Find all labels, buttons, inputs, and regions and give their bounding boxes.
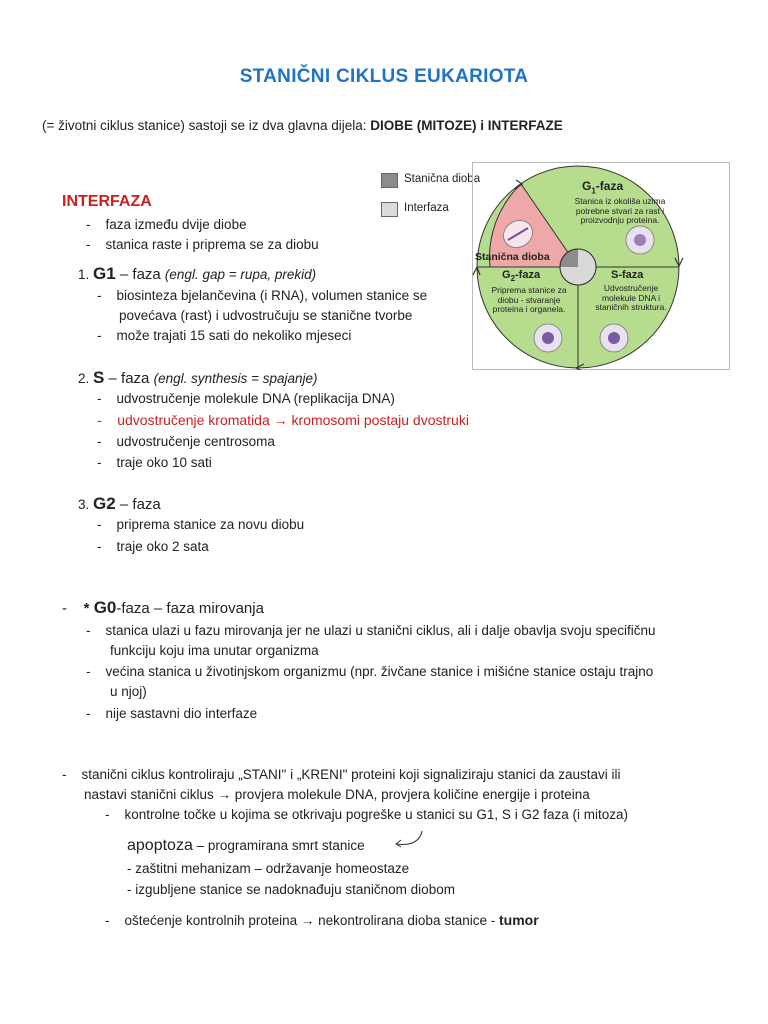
intro-text: (= životni ciklus stanice) sastoji se iz dva glavna dijela:	[42, 118, 371, 133]
list-item-cont: povećava (rast) i udvostručuju se stanične tvorbe	[119, 308, 413, 323]
curved-arrow-icon	[392, 828, 426, 850]
apoptoza-line: apoptoza – programirana smrt stanice	[127, 837, 365, 854]
g0-heading: - * G0-faza – faza mirovanja	[62, 598, 264, 617]
list-item: - udvostručenje molekule DNA (replikacija DNA)	[97, 391, 395, 406]
list-item: - oštećenje kontrolnih proteina → nekontrolirana dioba stanice - tumor	[105, 912, 539, 928]
control-line: - stanični ciklus kontroliraju „STANI" i „KRENI" proteini koji signaliziraju stanici da zaustavi ili	[62, 767, 621, 782]
list-item: - stanica ulazi u fazu mirovanja jer ne ulazi u stanični ciklus, ali i dalje obavlja svoju specifičnu	[86, 623, 656, 638]
s-faza-desc: Udvostručenje molekule DNA i staničnih struktura.	[595, 283, 667, 312]
s-faza-title: S-faza	[611, 269, 644, 281]
legend-swatch-dioba	[381, 173, 398, 188]
list-item: - većina stanica u životinjskom organizmu (npr. živčane stanice i mišićne stanice ostaju trajno	[86, 664, 654, 679]
list-item-cont: funkciju koju ima unutar organizma	[110, 643, 319, 658]
g2-heading: 3. G2 – faza	[78, 494, 161, 513]
g1-heading: 1. G1 – faza (engl. gap = rupa, prekid)	[78, 264, 317, 283]
legend-swatch-interfaza	[381, 202, 398, 217]
g1-faza-title: $G_1$-faza	[582, 179, 624, 196]
dioba-label: Stanična dioba	[475, 251, 550, 263]
list-item: - udvostručenje centrosoma	[97, 434, 275, 449]
apoptoza-item: - izgubljene stanice se nadoknađuju staničnom diobom	[127, 882, 455, 897]
apoptoza-item: - zaštitni mehanizam – održavanje homeostaze	[127, 861, 410, 876]
legend-label: Stanična dioba	[404, 173, 481, 185]
list-item-highlight: - udvostručenje kromatida → kromosomi postaju dvostruki	[97, 412, 469, 428]
legend-label: Interfaza	[404, 202, 449, 214]
list-item: - može trajati 15 sati do nekoliko mjeseci	[97, 328, 352, 343]
s-heading: 2. S – faza (engl. synthesis = spajanje)	[78, 368, 318, 387]
intro-line	[42, 118, 563, 133]
g2-faza-title: $G_2$-faza	[502, 269, 541, 284]
control-line-cont: nastavi stanični ciklus → provjera molekule DNA, provjera količine energije i proteina	[84, 787, 590, 802]
g1-faza-desc: Stanica iz okoliša uzima potrebne stvari za rast i proizvodnju proteina.	[574, 196, 666, 225]
interfaza-heading: INTERFAZA	[62, 193, 152, 210]
list-item: - traje oko 2 sata	[97, 539, 209, 554]
intro-bold: DIOBE (MITOZE) i INTERFAZE	[370, 118, 563, 133]
page-title: STANIČNI CIKLUS EUKARIOTA	[239, 66, 529, 87]
list-item: - biosinteza bjelančevina (i RNA), volumen stanice se	[97, 288, 428, 303]
list-item: - kontrolne točke u kojima se otkrivaju pogreške u stanici su G1, S i G2 faza (i mitoza)	[105, 807, 628, 822]
list-item: - stanica raste i priprema se za diobu	[86, 237, 319, 252]
list-item: - traje oko 10 sati	[97, 455, 212, 470]
list-item: - nije sastavni dio interfaze	[86, 706, 258, 721]
list-item: - faza između dvije diobe	[86, 217, 247, 232]
list-item: - priprema stanice za novu diobu	[97, 517, 305, 532]
g2-faza-desc: Priprema stanice za diobu - stvaranje proteina i organela.	[491, 285, 567, 314]
list-item-cont: u njoj)	[110, 684, 147, 699]
